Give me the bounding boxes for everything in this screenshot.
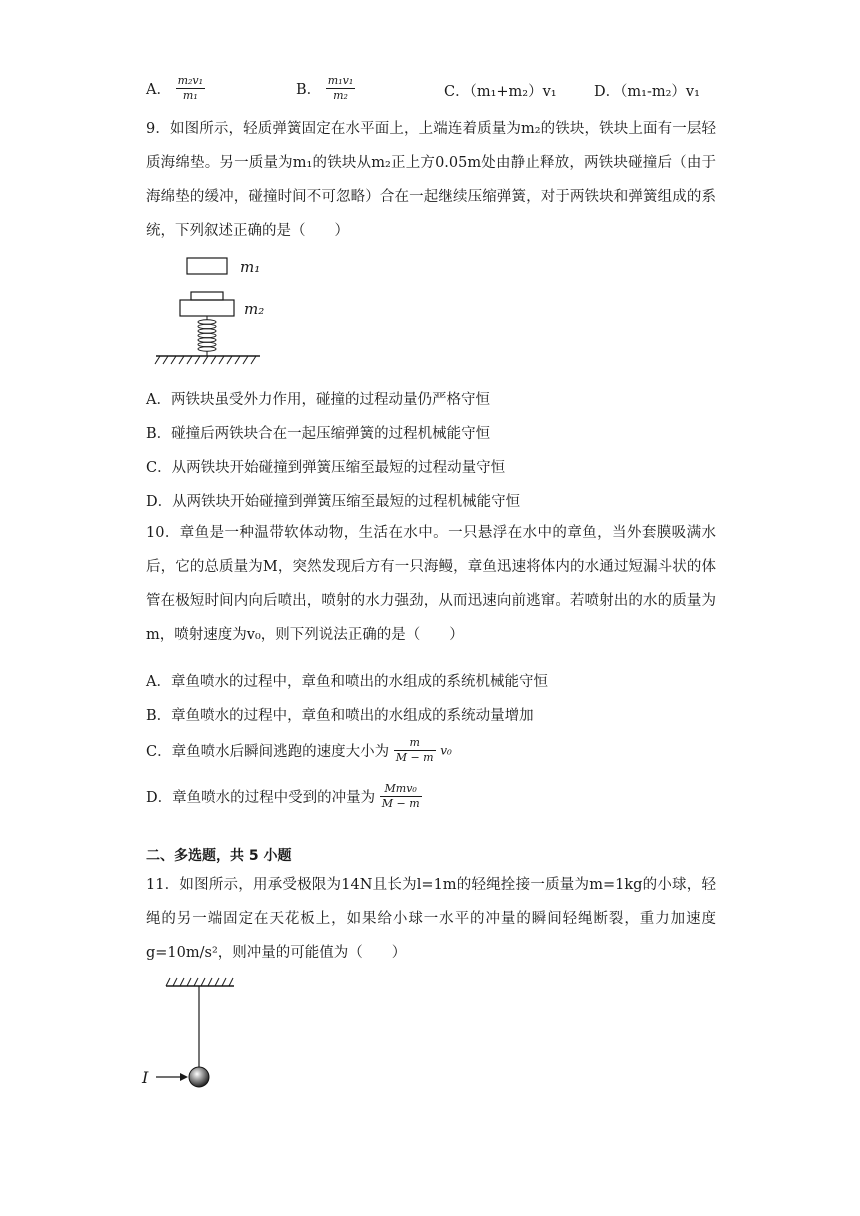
block-m1 [187, 258, 227, 274]
sponge-pad [191, 292, 223, 300]
q10-option-a: A．章鱼喷水的过程中，章鱼和喷出的水组成的系统机械能守恒 [146, 674, 548, 690]
q8-option-b-fraction [326, 74, 355, 103]
fraction-denominator: M − m [395, 750, 434, 764]
impulse-arrow [156, 1073, 188, 1081]
q8-option-a-fraction [176, 74, 205, 103]
q10-stem: 10．章鱼是一种温带软体动物，生活在水中。一只悬浮在水中的章鱼，当外套膜吸满水后，它的总质量为M，突然发现后方有一只海鳗，章鱼迅速将体内的水通过短漏斗状的体管在极短时间内向后喷出，喷射的水力强劲，从而迅速向前逃窜。若喷射出的水的质量为m，喷射速度为v₀，则下列说法正确的是（ ） [146, 525, 716, 643]
q9-stem: 9．如图所示，轻质弹簧固定在水平面上，上端连着质量为m₂的铁块，铁块上面有一层轻质海绵垫。另一质量为m₁的铁块从m₂正上方0.05m处由静止释放，两铁块碰撞后（由于海绵垫的缓冲，碰撞时间不可忽略）合在一起继续压缩弹簧，对于两铁块和弹簧组成的系统，下列叙述正确的是（ ） [146, 121, 716, 239]
fraction-denominator: m₂ [326, 88, 355, 103]
q9-option-b: B．碰撞后两铁块合在一起压缩弹簧的过程机械能守恒 [146, 426, 491, 442]
q8-option-b [296, 74, 355, 103]
q10-option-b: B．章鱼喷水的过程中，章鱼和喷出的水组成的系统动量增加 [146, 708, 534, 724]
q10-option-c-velocity: v₀ [440, 743, 452, 758]
fraction-denominator: m₁ [176, 88, 205, 103]
q9-figure-label-m2: m₂ [244, 300, 265, 318]
q8-option-d: D．（m₁-m₂）v₁ [594, 84, 700, 100]
q11-figure [138, 972, 248, 1094]
q8-option-a [146, 74, 205, 103]
q10-option-c-fraction [394, 736, 436, 765]
q9-option-d: D．从两铁块开始碰撞到弹簧压缩至最短的过程机械能守恒 [146, 494, 521, 510]
q10-option-d-text: D．章鱼喷水的过程中受到的冲量为 [146, 789, 376, 806]
fraction-numerator: m₂v₁ [177, 74, 204, 87]
fraction-numerator: Mmv₀ [384, 782, 417, 795]
q10-option-d-fraction [380, 782, 422, 811]
fraction-numerator: m [409, 736, 420, 749]
ground [155, 356, 260, 364]
q9-option-c: C．从两铁块开始碰撞到弹簧压缩至最短的过程动量守恒 [146, 460, 506, 476]
ceiling [166, 978, 234, 986]
block-m2 [180, 300, 234, 316]
q9-figure-label-m1: m₁ [240, 258, 261, 276]
q10-option-d [146, 782, 422, 811]
q10-option-c-text: C．章鱼喷水后瞬间逃跑的速度大小为 [146, 743, 390, 760]
q8-option-a-label: A． [146, 81, 171, 98]
fraction-numerator: m₁v₁ [327, 74, 354, 87]
q10-option-c [146, 736, 452, 765]
q11-stem: 11．如图所示，用承受极限为14N且长为l=1m的轻绳拴接一质量为m=1kg的小球，轻绳的另一端固定在天花板上，如果给小球一水平的冲量的瞬间轻绳断裂，重力加速度g=10m/s²，则冲量的可能值为（ ） [146, 877, 716, 961]
q9-option-a: A．两铁块虽受外力作用，碰撞的过程动量仍严格守恒 [146, 392, 490, 408]
section-heading: 二、多选题，共 5 小题 [146, 848, 292, 864]
q8-option-b-label: B． [296, 81, 322, 98]
fraction-denominator: M − m [381, 796, 420, 810]
ball [189, 1067, 209, 1087]
q11-figure-label-impulse: I [142, 1068, 149, 1087]
spring [198, 316, 216, 356]
q8-option-c: C．（m₁+m₂）v₁ [444, 84, 557, 100]
